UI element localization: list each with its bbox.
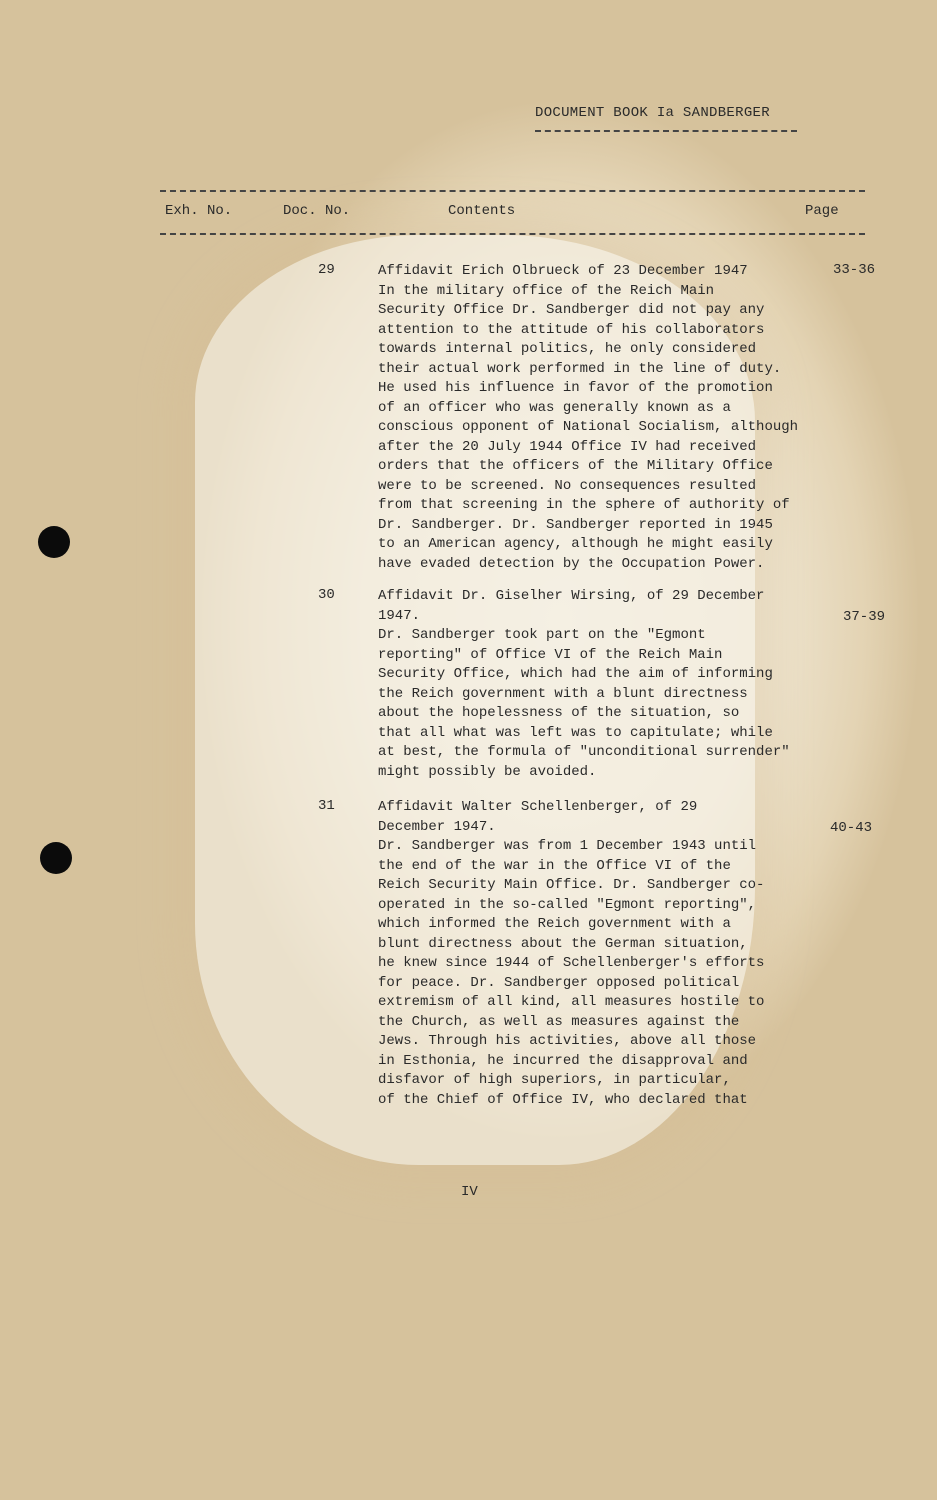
entry-page-range: 33-36	[833, 262, 876, 278]
entry-page-range: 40-43	[830, 820, 873, 836]
page-number: IV	[461, 1184, 478, 1200]
entry-contents: Affidavit Walter Schellenberger, of 29 December 1947. Dr. Sandberger was from 1 December 1943 until the end of the war in the Office VI of the Reich Security Main Office. Dr. Sandberger co- operated in the so-called "Egmont reporting", which informed the Reich government with a blunt directness about the German situation, he knew since 1944 of Schellenberger's efforts for peace. Dr. Sandberger opposed political extremism of all kind, all measures hostile to the Church, as well as measures against the Jews. Through his activities, above all those in Esthonia, he incurred the disapproval and disfavor of high superiors, in particular, of the Chief of Office IV, who declared that	[378, 799, 765, 1108]
punch-hole	[40, 842, 72, 874]
column-header-doc: Doc. No.	[283, 203, 351, 219]
column-header-page: Page	[805, 203, 839, 219]
doc-number: 29	[318, 262, 335, 278]
entry-page-range: 37-39	[843, 609, 886, 625]
column-header-contents: Contents	[448, 203, 516, 219]
table-rule-bottom	[160, 233, 865, 235]
punch-hole	[38, 526, 70, 558]
doc-number: 31	[318, 798, 335, 814]
column-header-exh: Exh. No.	[165, 203, 233, 219]
doc-number: 30	[318, 587, 335, 603]
document-title: DOCUMENT BOOK Ia SANDBERGER	[535, 105, 770, 121]
entry-contents: Affidavit Dr. Giselher Wirsing, of 29 December 1947. Dr. Sandberger took part on the "Egmont reporting" of Office VI of the Reich Main Security Office, which had the aim of informing the Reich government with a blunt directness about the hopelessness of the situation, so that all what was left was to capitulate; while at best, the formula of "unconditional surrender" might possibly be avoided.	[378, 588, 790, 780]
entry-contents: Affidavit Erich Olbrueck of 23 December 1947 In the military office of the Reich Main Security Office Dr. Sandberger did not pay any attention to the attitude of his collaborators towards internal politics, he only considered their actual work performed in the line of duty. He used his influence in favor of the promotion of an officer who was generally known as a conscious opponent of National Socialism, although after the 20 July 1944 Office IV had received orders that the officers of the Military Office were to be screened. No consequences resulted from that screening in the sphere of authority of Dr. Sandberger. Dr. Sandberger reported in 1945 to an American agency, although he might easily have evaded detection by the Occupation Power.	[378, 263, 799, 572]
title-underline	[535, 130, 797, 132]
table-rule-top	[160, 190, 865, 192]
